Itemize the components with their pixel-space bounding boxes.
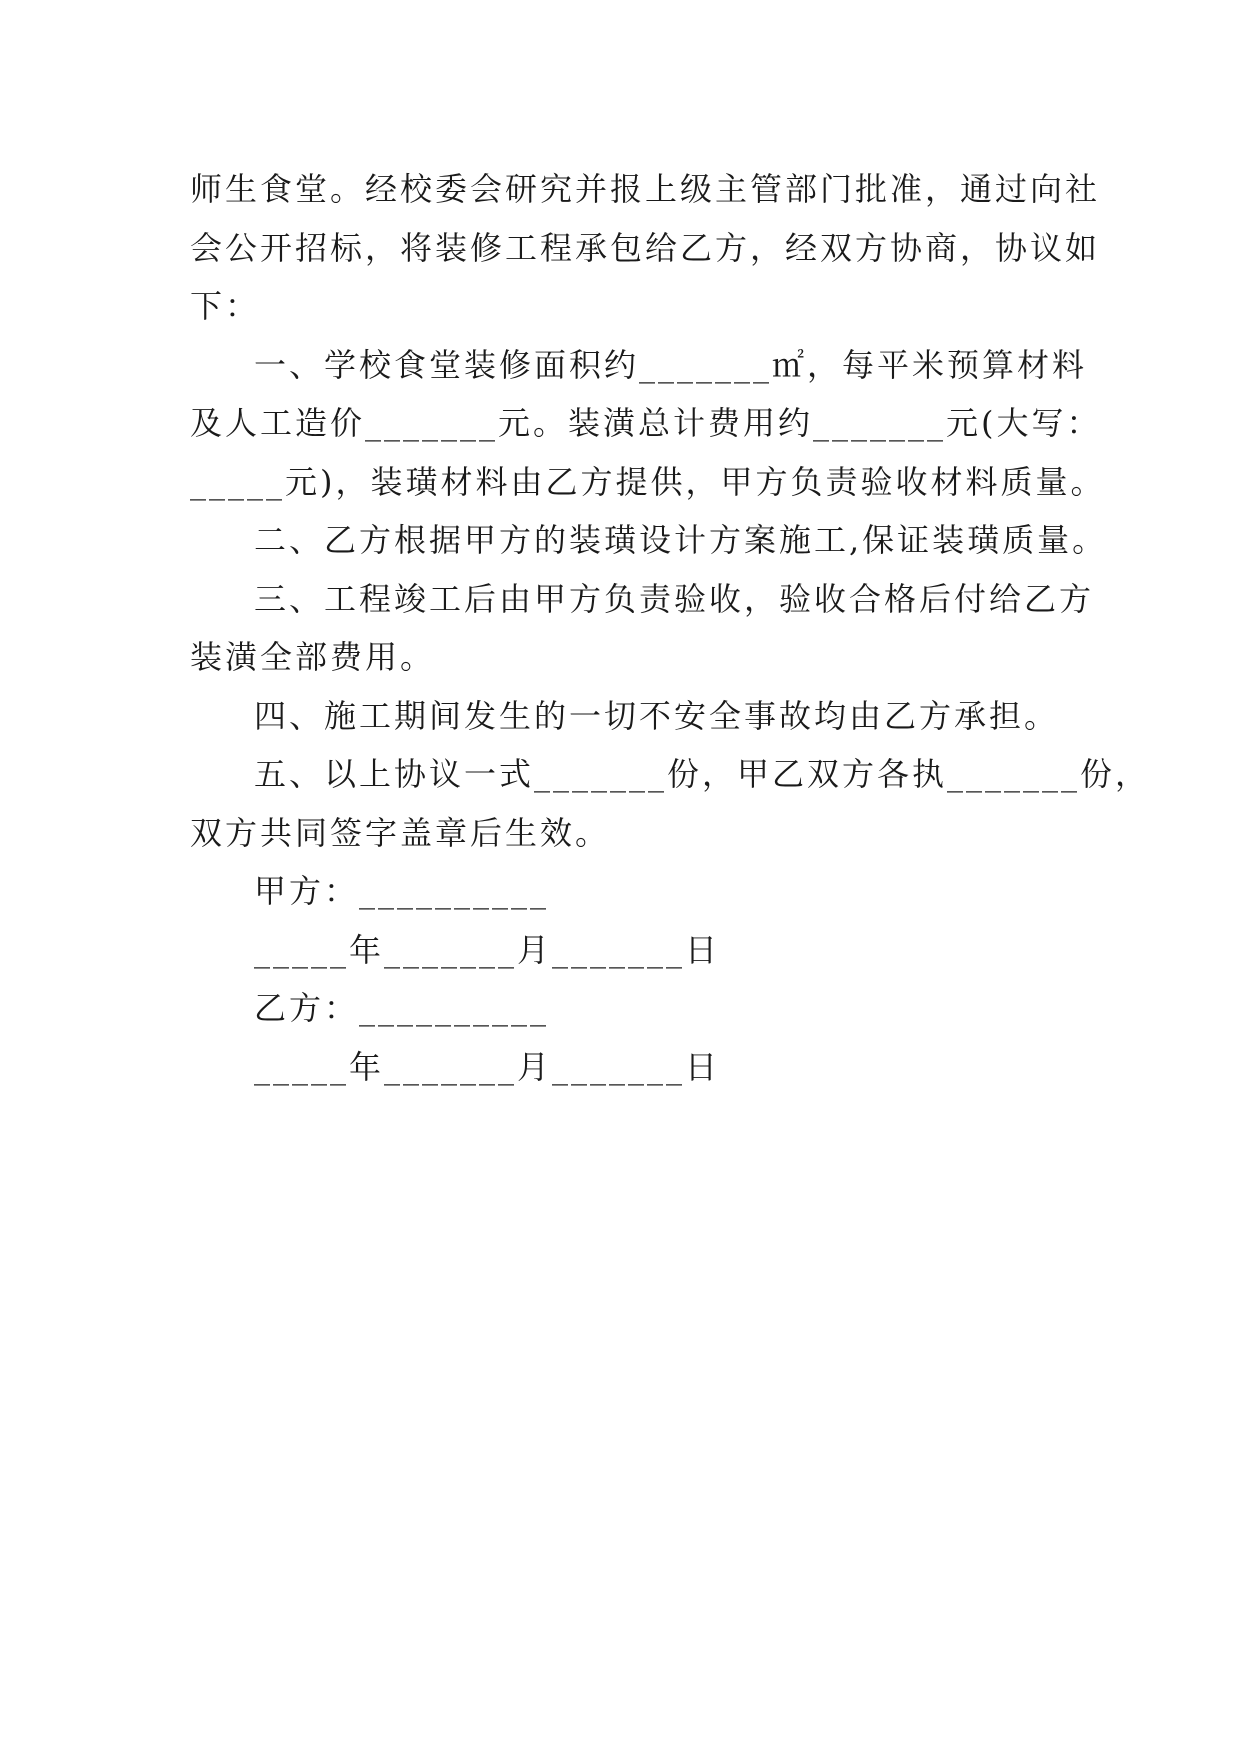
clause-4: 四、施工期间发生的一切不安全事故均由乙方承担。 (254, 696, 1060, 735)
clause-2: 二、乙方根据甲方的装璜设计方案施工,保证装璜质量。 (254, 521, 1108, 559)
clause-5-line-1: 五、以上协议一式_______份，甲乙双方各执_______份， (254, 755, 1151, 793)
party-a-date: _____年_______月_______日 (254, 930, 721, 969)
party-a-signature: 甲方：__________ (254, 872, 550, 910)
party-b-signature: 乙方：__________ (254, 989, 550, 1027)
paragraph-intro-line-3: 下： (190, 287, 261, 325)
clause-3-line-1: 三、工程竣工后由甲方负责验收，验收合格后付给乙方 (254, 579, 1095, 618)
clause-1-line-2: 及人工造价_______元。装潢总计费用约_______元(大写： (190, 404, 1102, 442)
agreement-body (190, 160, 1151, 1096)
clause-5-line-2: 双方共同签字盖章后生效。 (190, 813, 611, 852)
clause-1-line-3: _____元)，装璜材料由乙方提供，甲方负责验收材料质量。 (190, 462, 1106, 501)
clause-3-line-2: 装潢全部费用。 (190, 638, 436, 676)
paragraph-intro-line-2: 会公开招标，将装修工程承包给乙方，经双方协商，协议如 (190, 228, 1101, 267)
paragraph-intro-line-1: 师生食堂。经校委会研究并报上级主管部门批准，通过向社 (190, 170, 1101, 208)
party-b-date: _____年_______月_______日 (254, 1047, 721, 1086)
clause-1-line-1: 一、学校食堂装修面积约_______㎡，每平米预算材料 (254, 345, 1088, 384)
